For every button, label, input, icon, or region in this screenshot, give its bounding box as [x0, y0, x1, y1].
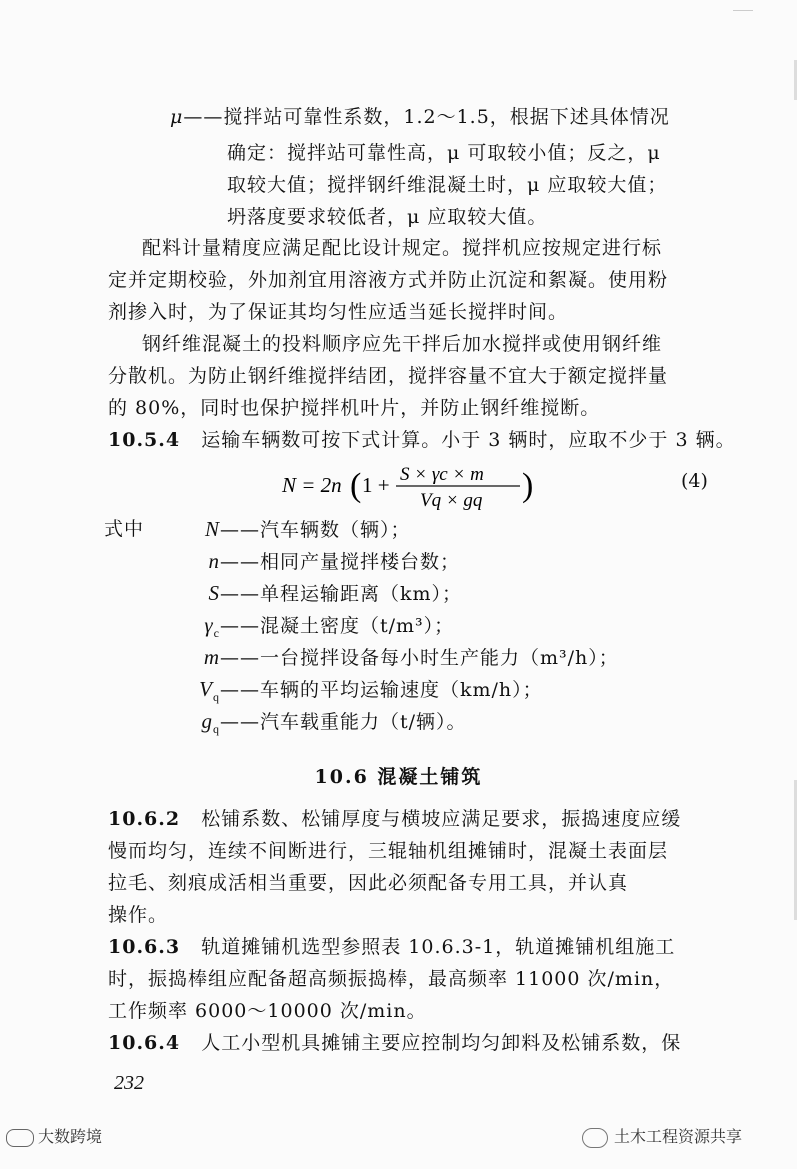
def-m: m——一台搅拌设备每小时生产能力（m³/h）；: [203, 645, 619, 669]
def-n: n——相同产量搅拌楼台数；: [208, 549, 461, 573]
section-title: 10.6 混凝土铺筑: [314, 766, 483, 788]
mu-def-line-3: 取较大值；搅拌钢纤维混凝土时，μ 应取较大值；: [227, 174, 668, 196]
footer-right-watermark: 土木工程资源共享: [582, 1124, 742, 1148]
clause-10-6-4-line-1: 10.6.4 人工小型机具摊铺主要应控制均匀卸料及松铺系数，保: [108, 1032, 682, 1054]
equation-number: (4): [681, 470, 708, 492]
para1-line-3: 剂掺入时，为了保证其均匀性应适当延长搅拌时间。: [108, 301, 569, 323]
formula-paren-open: (: [350, 467, 362, 504]
formula-numerator: S × γc × m: [400, 464, 484, 485]
para2-line-1: 钢纤维混凝土的投料顺序应先干拌后加水搅拌或使用钢纤维: [142, 333, 663, 355]
footer-left-watermark: 大数跨境: [6, 1124, 102, 1147]
brand-logo-icon: [6, 1129, 34, 1147]
mu-def-line-2: 确定：搅拌站可靠性高，μ 可取较小值；反之，μ: [227, 142, 661, 164]
page-number: 232: [114, 1072, 144, 1094]
clause-10-6-2-line-2: 慢而均匀，连续不间断进行，三辊轴机组摊铺时，混凝土表面层: [108, 840, 669, 862]
clause-number: 10.6.2: [108, 808, 181, 830]
def-N: N——汽车辆数（辆）；: [204, 517, 411, 541]
clause-10-5-4: [108, 427, 736, 453]
clause-10-6-3-line-1: 10.6.3 轨道摊铺机选型参照表 10.6.3-1，轨道摊铺机组施工: [108, 936, 676, 958]
def-gamma-c: $\gamma_c——$混凝土密度（t/m³）；: [204, 613, 455, 641]
formula-4: [270, 458, 720, 518]
mu-def-text: ——搅拌站可靠性系数，1.2～1.5，根据下述具体情况: [183, 106, 670, 128]
para2-line-2: 分散机。为防止钢纤维搅拌结团，搅拌容量不宜大于额定搅拌量: [108, 365, 669, 387]
def-Vq: $V_q——$车辆的平均运输速度（km/h）；: [199, 677, 543, 705]
mu-symbol: μ: [170, 106, 184, 128]
para1-line-2: 定并定期校验，外加剂宜用溶液方式并防止沉淀和絮凝。使用粉: [108, 269, 669, 291]
def-S: S——单程运输距离（km）；: [208, 581, 463, 605]
clause-10-6-2-line-1: 10.6.2 松铺系数、松铺厚度与横坡应满足要求，振捣速度应缓: [108, 808, 682, 830]
clause-10-6-3-line-2: 时，振捣棒组应配备超高频振捣棒，最高频率 11000 次/min，: [108, 968, 675, 990]
clause-number: 10.5.4: [108, 429, 181, 451]
clause-10-6-2-line-3: 拉毛、刻痕成活相当重要，因此必须配备专用工具，并认真: [108, 872, 629, 894]
wechat-icon: [582, 1128, 608, 1148]
formula-svg: [270, 458, 720, 518]
where-label: 式中: [104, 518, 145, 540]
para1-line-1: 配料计量精度应满足配比设计规定。搅拌机应按规定进行标: [142, 237, 663, 259]
clause-10-6-2-line-4: 操作。: [108, 904, 169, 926]
mu-def-line-1: [170, 104, 670, 130]
formula-one-plus: 1 +: [362, 473, 390, 497]
formula-denominator: Vq × gq: [420, 490, 483, 511]
mu-def-line-4: 坍落度要求较低者，μ 应取较大值。: [227, 206, 548, 228]
clause-number: 10.6.3: [108, 936, 181, 958]
corner-mark: [733, 0, 753, 11]
clause-text: 运输车辆数可按下式计算。小于 3 辆时，应取不少于 3 辆。: [201, 429, 736, 451]
formula-paren-close: ): [522, 467, 534, 504]
para2-line-3: 的 80%，同时也保护搅拌机叶片，并防止钢纤维搅断。: [108, 397, 601, 419]
def-gq: $g_q——$汽车载重能力（t/辆）。: [201, 709, 467, 737]
clause-number: 10.6.4: [108, 1032, 181, 1054]
clause-10-6-3-line-3: 工作频率 6000～10000 次/min。: [108, 1000, 427, 1022]
formula-lhs: N = 2n: [282, 473, 342, 497]
